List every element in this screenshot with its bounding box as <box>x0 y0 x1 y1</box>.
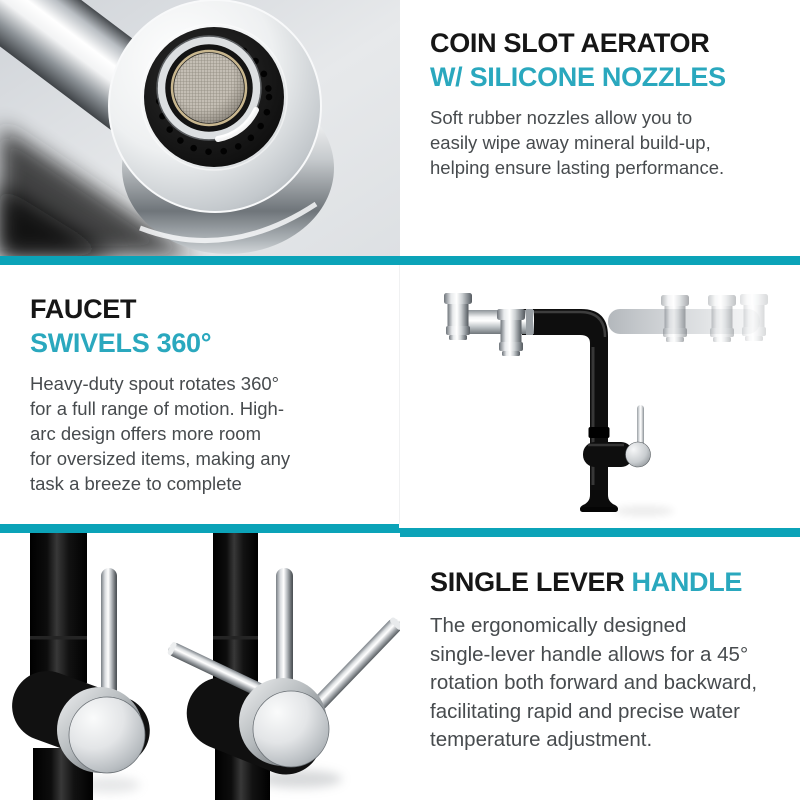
teal-divider-bottom-left <box>0 524 399 533</box>
handle-image <box>0 533 400 800</box>
swivel-faucet-illustration <box>402 265 800 528</box>
body-line: The ergonomically designed <box>430 614 687 637</box>
aerator-photo-illustration <box>0 0 400 256</box>
faucet-pipe <box>213 533 258 683</box>
handle-heading-teal: HANDLE <box>631 567 743 597</box>
handle-heading-black: SINGLE LEVER <box>430 567 625 597</box>
handle-description <box>430 612 780 755</box>
body-line: Heavy-duty spout rotates 360° <box>30 373 280 394</box>
swivel-heading <box>30 292 380 360</box>
handle-text-section <box>430 565 780 755</box>
chrome-cap <box>253 691 329 767</box>
body-line: arc design offers more room <box>30 423 262 444</box>
swivel-heading-line1: FAUCET <box>30 294 137 324</box>
body-line: single-lever handle allows for a 45° <box>430 642 749 666</box>
body-line: for oversized items, making any <box>30 448 291 469</box>
spout-head-position-2 <box>497 309 525 356</box>
aerator-heading-line2: W/ SILICONE NOZZLES <box>430 62 726 92</box>
column-separator <box>399 265 400 524</box>
body-line: Soft rubber nozzles allow you to <box>430 107 693 128</box>
body-line: temperature adjustment. <box>430 728 653 751</box>
soft-shadow <box>258 770 342 788</box>
chrome-cap <box>69 697 145 773</box>
body-line: task a breeze to complete <box>30 473 242 494</box>
swivel-faucet-image <box>402 265 800 528</box>
teal-divider-bottom-right <box>399 528 800 537</box>
body-line: for a full range of motion. High- <box>30 398 284 419</box>
swivel-text-section <box>30 292 380 496</box>
spout-head-position-1 <box>444 293 472 340</box>
handle-cap <box>626 442 651 467</box>
body-line: facilitating rapid and precise water <box>430 699 740 723</box>
aerator-text-section <box>430 26 780 180</box>
aerator-photo <box>0 0 400 256</box>
aerator-description <box>430 105 780 180</box>
handle-heading <box>430 565 780 599</box>
body-line: easily wipe away mineral build-up, <box>430 132 711 153</box>
body-line: rotation both forward and backward, <box>430 671 758 694</box>
aerator-heading-line1: COIN SLOT AERATOR <box>430 28 710 58</box>
swivel-description <box>30 371 380 496</box>
faucet-pipe <box>30 533 87 683</box>
body-line: helping ensure lasting performance. <box>430 157 725 178</box>
handle-illustration <box>0 533 400 800</box>
teal-divider-top <box>0 256 800 265</box>
swivel-heading-line2: SWIVELS 360° <box>30 328 212 358</box>
aerator-heading <box>430 26 780 94</box>
